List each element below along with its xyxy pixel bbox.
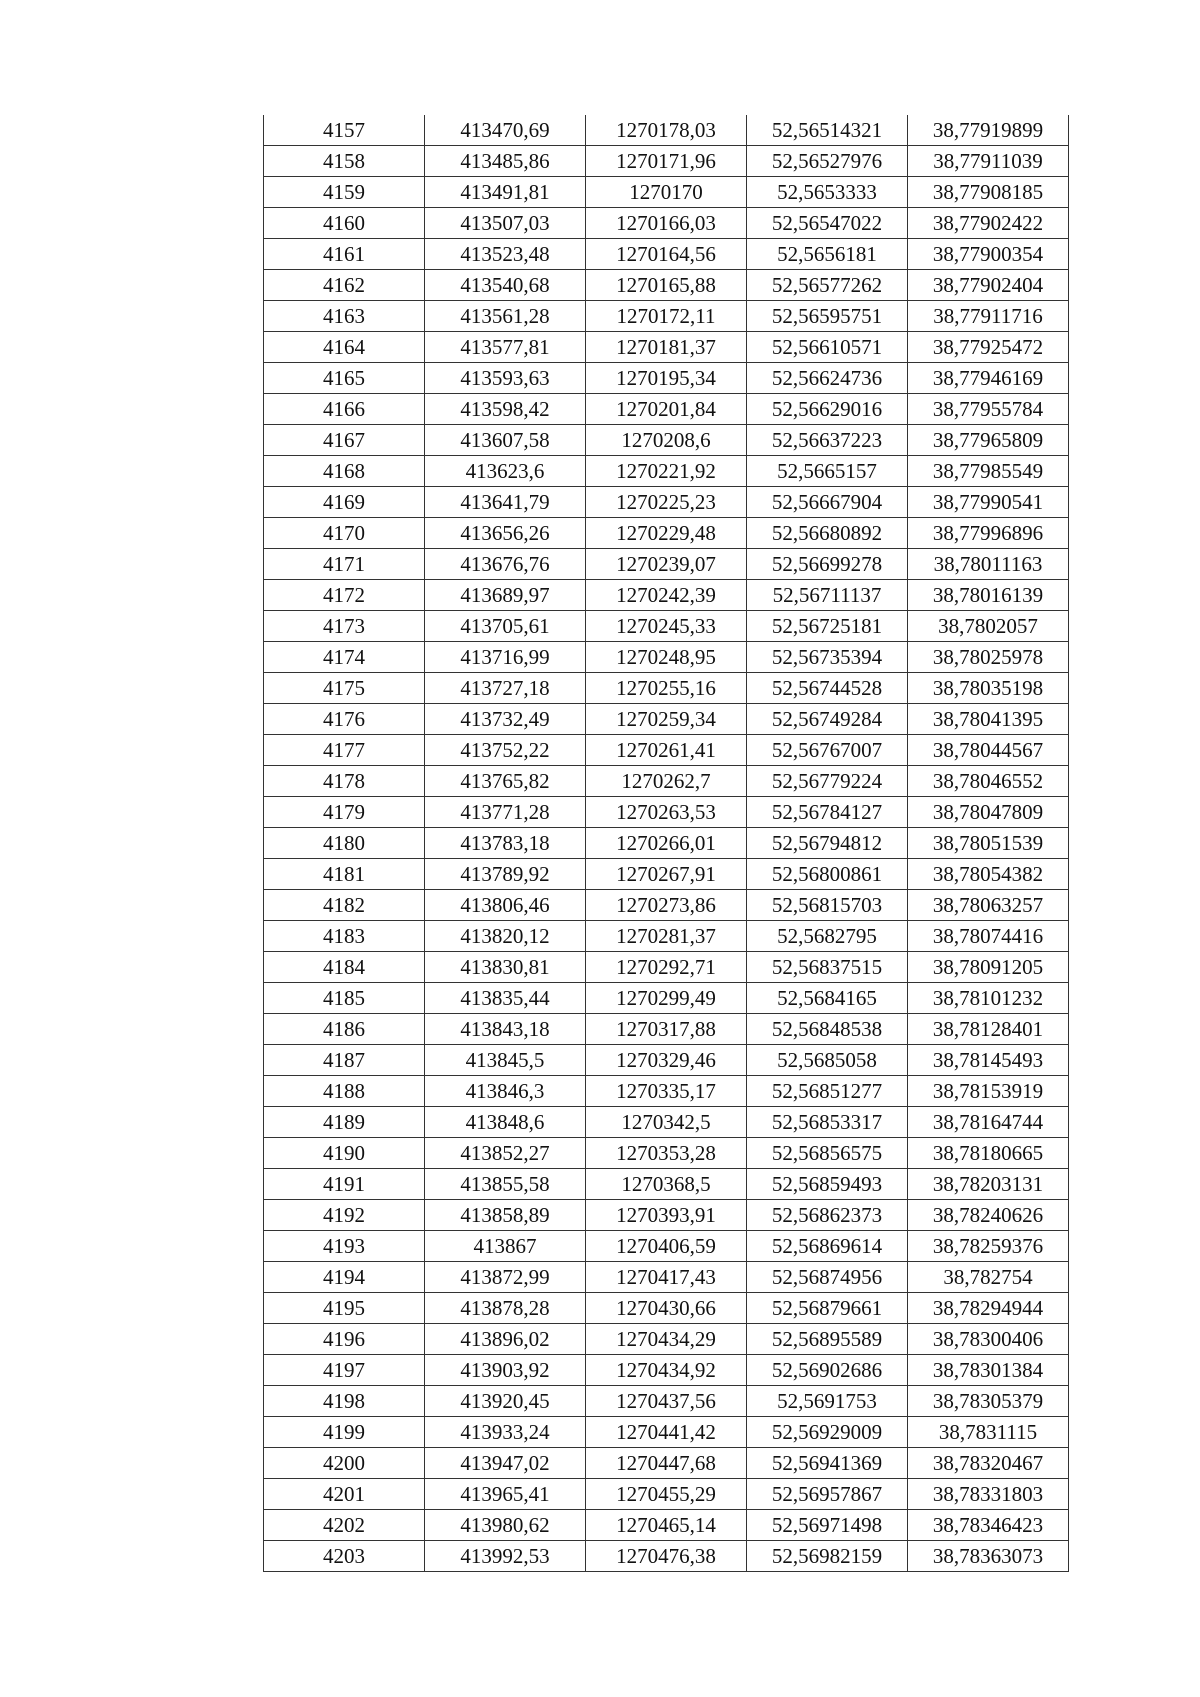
point-number-cell: 4178 (264, 766, 425, 797)
y-coordinate-cell: 1270266,01 (586, 828, 747, 859)
longitude-cell: 38,78259376 (908, 1231, 1069, 1262)
y-coordinate-cell: 1270248,95 (586, 642, 747, 673)
y-coordinate-cell: 1270273,86 (586, 890, 747, 921)
table-row (264, 1541, 1069, 1572)
latitude-cell: 52,56982159 (747, 1541, 908, 1572)
y-coordinate-cell: 1270417,43 (586, 1262, 747, 1293)
x-coordinate-cell: 413641,79 (425, 487, 586, 518)
table-row (264, 1386, 1069, 1417)
point-number-cell: 4186 (264, 1014, 425, 1045)
table-row (264, 1510, 1069, 1541)
x-coordinate-cell: 413705,61 (425, 611, 586, 642)
longitude-cell: 38,77908185 (908, 177, 1069, 208)
longitude-cell: 38,77911716 (908, 301, 1069, 332)
latitude-cell: 52,56735394 (747, 642, 908, 673)
latitude-cell: 52,56815703 (747, 890, 908, 921)
table-row (264, 952, 1069, 983)
y-coordinate-cell: 1270225,23 (586, 487, 747, 518)
longitude-cell: 38,77900354 (908, 239, 1069, 270)
longitude-cell: 38,78047809 (908, 797, 1069, 828)
point-number-cell: 4194 (264, 1262, 425, 1293)
point-number-cell: 4182 (264, 890, 425, 921)
y-coordinate-cell: 1270178,03 (586, 115, 747, 146)
point-number-cell: 4189 (264, 1107, 425, 1138)
x-coordinate-cell: 413507,03 (425, 208, 586, 239)
point-number-cell: 4195 (264, 1293, 425, 1324)
x-coordinate-cell: 413848,6 (425, 1107, 586, 1138)
latitude-cell: 52,56851277 (747, 1076, 908, 1107)
table-row (264, 332, 1069, 363)
y-coordinate-cell: 1270171,96 (586, 146, 747, 177)
table-row (264, 735, 1069, 766)
latitude-cell: 52,56547022 (747, 208, 908, 239)
x-coordinate-cell: 413933,24 (425, 1417, 586, 1448)
latitude-cell: 52,56957867 (747, 1479, 908, 1510)
point-number-cell: 4175 (264, 673, 425, 704)
x-coordinate-cell: 413623,6 (425, 456, 586, 487)
x-coordinate-cell: 413835,44 (425, 983, 586, 1014)
latitude-cell: 52,56527976 (747, 146, 908, 177)
longitude-cell: 38,77919899 (908, 115, 1069, 146)
x-coordinate-cell: 413980,62 (425, 1510, 586, 1541)
x-coordinate-cell: 413523,48 (425, 239, 586, 270)
point-number-cell: 4159 (264, 177, 425, 208)
table-row (264, 797, 1069, 828)
latitude-cell: 52,56874956 (747, 1262, 908, 1293)
x-coordinate-cell: 413485,86 (425, 146, 586, 177)
point-number-cell: 4197 (264, 1355, 425, 1386)
y-coordinate-cell: 1270455,29 (586, 1479, 747, 1510)
y-coordinate-cell: 1270292,71 (586, 952, 747, 983)
point-number-cell: 4203 (264, 1541, 425, 1572)
point-number-cell: 4177 (264, 735, 425, 766)
x-coordinate-cell: 413689,97 (425, 580, 586, 611)
longitude-cell: 38,77996896 (908, 518, 1069, 549)
point-number-cell: 4168 (264, 456, 425, 487)
longitude-cell: 38,78320467 (908, 1448, 1069, 1479)
latitude-cell: 52,56879661 (747, 1293, 908, 1324)
point-number-cell: 4185 (264, 983, 425, 1014)
latitude-cell: 52,56667904 (747, 487, 908, 518)
x-coordinate-cell: 413867 (425, 1231, 586, 1262)
latitude-cell: 52,5682795 (747, 921, 908, 952)
longitude-cell: 38,78153919 (908, 1076, 1069, 1107)
longitude-cell: 38,78054382 (908, 859, 1069, 890)
y-coordinate-cell: 1270368,5 (586, 1169, 747, 1200)
longitude-cell: 38,78180665 (908, 1138, 1069, 1169)
y-coordinate-cell: 1270342,5 (586, 1107, 747, 1138)
table-row (264, 146, 1069, 177)
table-row (264, 301, 1069, 332)
x-coordinate-cell: 413846,3 (425, 1076, 586, 1107)
y-coordinate-cell: 1270201,84 (586, 394, 747, 425)
point-number-cell: 4162 (264, 270, 425, 301)
table-row (264, 580, 1069, 611)
point-number-cell: 4191 (264, 1169, 425, 1200)
latitude-cell: 52,5653333 (747, 177, 908, 208)
x-coordinate-cell: 413765,82 (425, 766, 586, 797)
latitude-cell: 52,56725181 (747, 611, 908, 642)
longitude-cell: 38,77946169 (908, 363, 1069, 394)
latitude-cell: 52,56895589 (747, 1324, 908, 1355)
longitude-cell: 38,78363073 (908, 1541, 1069, 1572)
y-coordinate-cell: 1270239,07 (586, 549, 747, 580)
latitude-cell: 52,56767007 (747, 735, 908, 766)
y-coordinate-cell: 1270221,92 (586, 456, 747, 487)
point-number-cell: 4199 (264, 1417, 425, 1448)
table-row (264, 859, 1069, 890)
table-row (264, 828, 1069, 859)
latitude-cell: 52,56941369 (747, 1448, 908, 1479)
point-number-cell: 4163 (264, 301, 425, 332)
point-number-cell: 4179 (264, 797, 425, 828)
longitude-cell: 38,78240626 (908, 1200, 1069, 1231)
y-coordinate-cell: 1270437,56 (586, 1386, 747, 1417)
x-coordinate-cell: 413491,81 (425, 177, 586, 208)
latitude-cell: 52,56837515 (747, 952, 908, 983)
longitude-cell: 38,78331803 (908, 1479, 1069, 1510)
table-row (264, 270, 1069, 301)
table-row (264, 890, 1069, 921)
y-coordinate-cell: 1270259,34 (586, 704, 747, 735)
latitude-cell: 52,5656181 (747, 239, 908, 270)
y-coordinate-cell: 1270430,66 (586, 1293, 747, 1324)
latitude-cell: 52,56794812 (747, 828, 908, 859)
longitude-cell: 38,77955784 (908, 394, 1069, 425)
x-coordinate-cell: 413845,5 (425, 1045, 586, 1076)
latitude-cell: 52,56629016 (747, 394, 908, 425)
point-number-cell: 4176 (264, 704, 425, 735)
x-coordinate-cell: 413607,58 (425, 425, 586, 456)
x-coordinate-cell: 413903,92 (425, 1355, 586, 1386)
x-coordinate-cell: 413872,99 (425, 1262, 586, 1293)
table-row (264, 518, 1069, 549)
y-coordinate-cell: 1270245,33 (586, 611, 747, 642)
latitude-cell: 52,56624736 (747, 363, 908, 394)
y-coordinate-cell: 1270406,59 (586, 1231, 747, 1262)
table-row (264, 1448, 1069, 1479)
point-number-cell: 4160 (264, 208, 425, 239)
x-coordinate-cell: 413783,18 (425, 828, 586, 859)
table-row (264, 766, 1069, 797)
x-coordinate-cell: 413858,89 (425, 1200, 586, 1231)
table-row (264, 1355, 1069, 1386)
longitude-cell: 38,78011163 (908, 549, 1069, 580)
y-coordinate-cell: 1270165,88 (586, 270, 747, 301)
x-coordinate-cell: 413896,02 (425, 1324, 586, 1355)
y-coordinate-cell: 1270267,91 (586, 859, 747, 890)
point-number-cell: 4188 (264, 1076, 425, 1107)
table-row (264, 456, 1069, 487)
table-row (264, 921, 1069, 952)
longitude-cell: 38,77985549 (908, 456, 1069, 487)
point-number-cell: 4198 (264, 1386, 425, 1417)
longitude-cell: 38,78203131 (908, 1169, 1069, 1200)
table-row (264, 425, 1069, 456)
latitude-cell: 52,56699278 (747, 549, 908, 580)
longitude-cell: 38,782754 (908, 1262, 1069, 1293)
longitude-cell: 38,78041395 (908, 704, 1069, 735)
y-coordinate-cell: 1270242,39 (586, 580, 747, 611)
y-coordinate-cell: 1270329,46 (586, 1045, 747, 1076)
point-number-cell: 4190 (264, 1138, 425, 1169)
table-row (264, 1107, 1069, 1138)
longitude-cell: 38,78025978 (908, 642, 1069, 673)
latitude-cell: 52,56902686 (747, 1355, 908, 1386)
longitude-cell: 38,78101232 (908, 983, 1069, 1014)
latitude-cell: 52,56595751 (747, 301, 908, 332)
y-coordinate-cell: 1270317,88 (586, 1014, 747, 1045)
latitude-cell: 52,56637223 (747, 425, 908, 456)
latitude-cell: 52,56856575 (747, 1138, 908, 1169)
latitude-cell: 52,56577262 (747, 270, 908, 301)
longitude-cell: 38,78145493 (908, 1045, 1069, 1076)
y-coordinate-cell: 1270281,37 (586, 921, 747, 952)
point-number-cell: 4165 (264, 363, 425, 394)
point-number-cell: 4183 (264, 921, 425, 952)
latitude-cell: 52,56800861 (747, 859, 908, 890)
point-number-cell: 4184 (264, 952, 425, 983)
point-number-cell: 4200 (264, 1448, 425, 1479)
latitude-cell: 52,56514321 (747, 115, 908, 146)
latitude-cell: 52,56744528 (747, 673, 908, 704)
table-row (264, 1200, 1069, 1231)
x-coordinate-cell: 413806,46 (425, 890, 586, 921)
y-coordinate-cell: 1270181,37 (586, 332, 747, 363)
y-coordinate-cell: 1270229,48 (586, 518, 747, 549)
point-number-cell: 4170 (264, 518, 425, 549)
longitude-cell: 38,77990541 (908, 487, 1069, 518)
point-number-cell: 4167 (264, 425, 425, 456)
table-row (264, 487, 1069, 518)
longitude-cell: 38,77902422 (908, 208, 1069, 239)
longitude-cell: 38,78051539 (908, 828, 1069, 859)
x-coordinate-cell: 413820,12 (425, 921, 586, 952)
point-number-cell: 4193 (264, 1231, 425, 1262)
longitude-cell: 38,7802057 (908, 611, 1069, 642)
table-row (264, 1076, 1069, 1107)
longitude-cell: 38,78016139 (908, 580, 1069, 611)
latitude-cell: 52,56859493 (747, 1169, 908, 1200)
y-coordinate-cell: 1270195,34 (586, 363, 747, 394)
table-row (264, 363, 1069, 394)
table-row (264, 983, 1069, 1014)
x-coordinate-cell: 413965,41 (425, 1479, 586, 1510)
longitude-cell: 38,78301384 (908, 1355, 1069, 1386)
x-coordinate-cell: 413830,81 (425, 952, 586, 983)
x-coordinate-cell: 413470,69 (425, 115, 586, 146)
longitude-cell: 38,78294944 (908, 1293, 1069, 1324)
table-row (264, 208, 1069, 239)
x-coordinate-cell: 413540,68 (425, 270, 586, 301)
y-coordinate-cell: 1270299,49 (586, 983, 747, 1014)
latitude-cell: 52,56610571 (747, 332, 908, 363)
point-number-cell: 4172 (264, 580, 425, 611)
latitude-cell: 52,56869614 (747, 1231, 908, 1262)
longitude-cell: 38,78074416 (908, 921, 1069, 952)
longitude-cell: 38,78046552 (908, 766, 1069, 797)
table-row (264, 1293, 1069, 1324)
x-coordinate-cell: 413561,28 (425, 301, 586, 332)
y-coordinate-cell: 1270255,16 (586, 673, 747, 704)
table-row (264, 1231, 1069, 1262)
point-number-cell: 4196 (264, 1324, 425, 1355)
point-number-cell: 4166 (264, 394, 425, 425)
point-number-cell: 4187 (264, 1045, 425, 1076)
latitude-cell: 52,56929009 (747, 1417, 908, 1448)
longitude-cell: 38,78305379 (908, 1386, 1069, 1417)
x-coordinate-cell: 413727,18 (425, 673, 586, 704)
table-row (264, 394, 1069, 425)
longitude-cell: 38,7831115 (908, 1417, 1069, 1448)
longitude-cell: 38,78346423 (908, 1510, 1069, 1541)
x-coordinate-cell: 413855,58 (425, 1169, 586, 1200)
point-number-cell: 4201 (264, 1479, 425, 1510)
point-number-cell: 4174 (264, 642, 425, 673)
x-coordinate-cell: 413843,18 (425, 1014, 586, 1045)
latitude-cell: 52,5665157 (747, 456, 908, 487)
x-coordinate-cell: 413598,42 (425, 394, 586, 425)
table-row (264, 239, 1069, 270)
latitude-cell: 52,56779224 (747, 766, 908, 797)
table-row (264, 1045, 1069, 1076)
y-coordinate-cell: 1270262,7 (586, 766, 747, 797)
table-row (264, 611, 1069, 642)
latitude-cell: 52,56711137 (747, 580, 908, 611)
point-number-cell: 4202 (264, 1510, 425, 1541)
x-coordinate-cell: 413656,26 (425, 518, 586, 549)
y-coordinate-cell: 1270335,17 (586, 1076, 747, 1107)
x-coordinate-cell: 413752,22 (425, 735, 586, 766)
x-coordinate-cell: 413593,63 (425, 363, 586, 394)
y-coordinate-cell: 1270172,11 (586, 301, 747, 332)
point-number-cell: 4192 (264, 1200, 425, 1231)
table-row (264, 115, 1069, 146)
x-coordinate-cell: 413878,28 (425, 1293, 586, 1324)
y-coordinate-cell: 1270434,92 (586, 1355, 747, 1386)
longitude-cell: 38,78044567 (908, 735, 1069, 766)
y-coordinate-cell: 1270393,91 (586, 1200, 747, 1231)
longitude-cell: 38,78128401 (908, 1014, 1069, 1045)
point-number-cell: 4171 (264, 549, 425, 580)
x-coordinate-cell: 413716,99 (425, 642, 586, 673)
point-number-cell: 4173 (264, 611, 425, 642)
table-row (264, 1169, 1069, 1200)
point-number-cell: 4180 (264, 828, 425, 859)
point-number-cell: 4181 (264, 859, 425, 890)
y-coordinate-cell: 1270476,38 (586, 1541, 747, 1572)
latitude-cell: 52,56680892 (747, 518, 908, 549)
table-row (264, 549, 1069, 580)
point-number-cell: 4158 (264, 146, 425, 177)
longitude-cell: 38,78300406 (908, 1324, 1069, 1355)
longitude-cell: 38,78091205 (908, 952, 1069, 983)
latitude-cell: 52,5684165 (747, 983, 908, 1014)
point-number-cell: 4169 (264, 487, 425, 518)
x-coordinate-cell: 413771,28 (425, 797, 586, 828)
x-coordinate-cell: 413676,76 (425, 549, 586, 580)
latitude-cell: 52,56971498 (747, 1510, 908, 1541)
x-coordinate-cell: 413732,49 (425, 704, 586, 735)
table-row (264, 1479, 1069, 1510)
y-coordinate-cell: 1270208,6 (586, 425, 747, 456)
latitude-cell: 52,5691753 (747, 1386, 908, 1417)
x-coordinate-cell: 413577,81 (425, 332, 586, 363)
table-row (264, 1262, 1069, 1293)
x-coordinate-cell: 413852,27 (425, 1138, 586, 1169)
y-coordinate-cell: 1270441,42 (586, 1417, 747, 1448)
table-row (264, 1417, 1069, 1448)
y-coordinate-cell: 1270263,53 (586, 797, 747, 828)
longitude-cell: 38,77965809 (908, 425, 1069, 456)
table-row (264, 1014, 1069, 1045)
table-row (264, 704, 1069, 735)
y-coordinate-cell: 1270353,28 (586, 1138, 747, 1169)
longitude-cell: 38,78035198 (908, 673, 1069, 704)
y-coordinate-cell: 1270465,14 (586, 1510, 747, 1541)
longitude-cell: 38,78164744 (908, 1107, 1069, 1138)
latitude-cell: 52,56784127 (747, 797, 908, 828)
table-row (264, 1324, 1069, 1355)
table-row (264, 177, 1069, 208)
latitude-cell: 52,56853317 (747, 1107, 908, 1138)
table-row (264, 642, 1069, 673)
x-coordinate-cell: 413992,53 (425, 1541, 586, 1572)
longitude-cell: 38,78063257 (908, 890, 1069, 921)
y-coordinate-cell: 1270164,56 (586, 239, 747, 270)
longitude-cell: 38,77902404 (908, 270, 1069, 301)
latitude-cell: 52,56848538 (747, 1014, 908, 1045)
point-number-cell: 4164 (264, 332, 425, 363)
table-row (264, 673, 1069, 704)
y-coordinate-cell: 1270170 (586, 177, 747, 208)
longitude-cell: 38,77911039 (908, 146, 1069, 177)
y-coordinate-cell: 1270434,29 (586, 1324, 747, 1355)
coordinates-table-body (264, 115, 1069, 1572)
latitude-cell: 52,56749284 (747, 704, 908, 735)
x-coordinate-cell: 413920,45 (425, 1386, 586, 1417)
x-coordinate-cell: 413947,02 (425, 1448, 586, 1479)
latitude-cell: 52,56862373 (747, 1200, 908, 1231)
x-coordinate-cell: 413789,92 (425, 859, 586, 890)
point-number-cell: 4157 (264, 115, 425, 146)
longitude-cell: 38,77925472 (908, 332, 1069, 363)
y-coordinate-cell: 1270447,68 (586, 1448, 747, 1479)
y-coordinate-cell: 1270261,41 (586, 735, 747, 766)
coordinates-table (263, 115, 1069, 1572)
y-coordinate-cell: 1270166,03 (586, 208, 747, 239)
latitude-cell: 52,5685058 (747, 1045, 908, 1076)
point-number-cell: 4161 (264, 239, 425, 270)
table-row (264, 1138, 1069, 1169)
